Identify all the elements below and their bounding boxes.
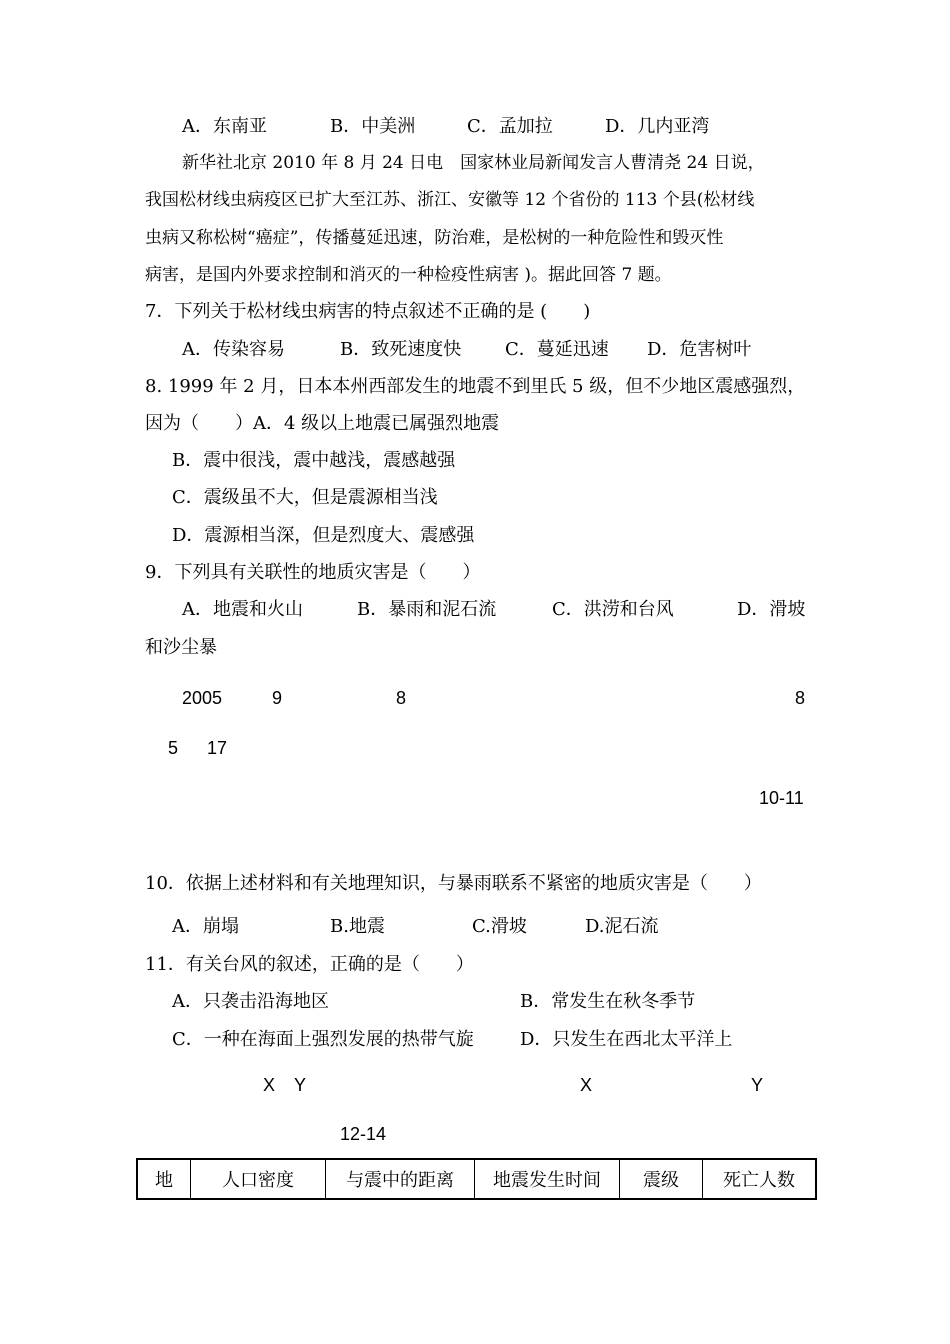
q8-stem-line2: 因为（ ）A．4 级以上地震已属强烈地震 — [145, 413, 500, 434]
q9-option-b: B．暴雨和泥石流 — [357, 599, 497, 620]
fragment-number: 8 — [396, 688, 407, 708]
q11-option-d: D．只发生在西北太平洋上 — [520, 1029, 733, 1050]
passage-line: 病害，是国内外要求控制和消灭的一种检疫性病害 )。据此回答 7 题。 — [145, 265, 672, 285]
q6-option-c: C．孟加拉 — [467, 116, 553, 137]
q7-option-c: C．蔓延迅速 — [505, 339, 609, 360]
fragment-number: 5 — [168, 738, 179, 758]
q9-option-a: A．地震和火山 — [182, 599, 303, 620]
table-header-cell: 死亡人数 — [703, 1159, 817, 1199]
fragment-year: 2005 — [182, 688, 223, 708]
q8-stem-line1: 8. 1999 年 2 月，日本本州西部发生的地震不到里氏 5 级，但不少地区震感强烈， — [145, 376, 806, 397]
passage-line: 我国松材线虫病疫区已扩大至江苏、浙江、安徽等 12 个省份的 113 个县(松材线 — [145, 190, 755, 210]
table-header-cell: 地 — [137, 1159, 191, 1199]
passage-line: 新华社北京 2010 年 8 月 24 日电 国家林业局新闻发言人曹清尧 24 日说， — [182, 153, 765, 173]
q7-option-d: D．危害树叶 — [647, 339, 752, 360]
q8-option-c: C．震级虽不大，但是震源相当浅 — [172, 487, 438, 508]
fragment-range: 10-11 — [759, 788, 804, 808]
fragment-number: 9 — [272, 688, 283, 708]
q7-stem: 7．下列关于松材线虫病害的特点叙述不正确的是 ( ) — [145, 301, 591, 322]
q9-option-d-wrap: 和沙尘暴 — [145, 637, 217, 658]
fragment-y: Y — [751, 1075, 764, 1095]
q6-option-b: B．中美洲 — [330, 116, 416, 137]
q6-option-a: A．东南亚 — [182, 116, 267, 137]
q10-option-a: A．崩塌 — [172, 916, 239, 937]
table-header-cell: 人口密度 — [191, 1159, 326, 1199]
fragment-range: 12-14 — [340, 1124, 387, 1144]
q7-option-b: B．致死速度快 — [340, 339, 462, 360]
q9-stem: 9．下列具有关联性的地质灾害是（ ） — [145, 562, 481, 583]
q11-option-b: B．常发生在秋冬季节 — [520, 991, 696, 1012]
q6-option-d: D．几内亚湾 — [605, 116, 710, 137]
q7-option-a: A．传染容易 — [182, 339, 285, 360]
q11-option-a: A．只袭击沿海地区 — [172, 991, 329, 1012]
q9-option-d: D．滑坡 — [737, 599, 806, 620]
table-header-cell: 震级 — [620, 1159, 703, 1199]
q8-option-d: D．震源相当深，但是烈度大、震感强 — [172, 525, 475, 546]
table-header-cell: 与震中的距离 — [326, 1159, 475, 1199]
q11-option-c: C．一种在海面上强烈发展的热带气旋 — [172, 1029, 474, 1050]
fragment-x: X — [580, 1075, 593, 1095]
passage-line: 虫病又称松树“癌症”，传播蔓延迅速，防治难，是松树的一种危险性和毁灭性 — [145, 228, 724, 248]
q10-stem: 10．依据上述材料和有关地理知识，与暴雨联系不紧密的地质灾害是（ ） — [145, 873, 762, 894]
table-header-cell: 地震发生时间 — [475, 1159, 620, 1199]
q10-option-c: C.滑坡 — [472, 916, 527, 937]
fragment-number: 17 — [207, 738, 228, 758]
fragment-y: Y — [294, 1075, 307, 1095]
fragment-x: X — [263, 1075, 276, 1095]
q10-option-b: B.地震 — [330, 916, 385, 937]
q8-option-b: B．震中很浅，震中越浅，震感越强 — [172, 450, 456, 471]
q9-option-c: C．洪涝和台风 — [552, 599, 674, 620]
q10-option-d: D.泥石流 — [585, 916, 659, 937]
q11-stem: 11．有关台风的叙述，正确的是（ ） — [145, 954, 474, 975]
table-header-row — [137, 1159, 816, 1199]
earthquake-table — [136, 1158, 817, 1200]
fragment-number: 8 — [795, 688, 806, 708]
